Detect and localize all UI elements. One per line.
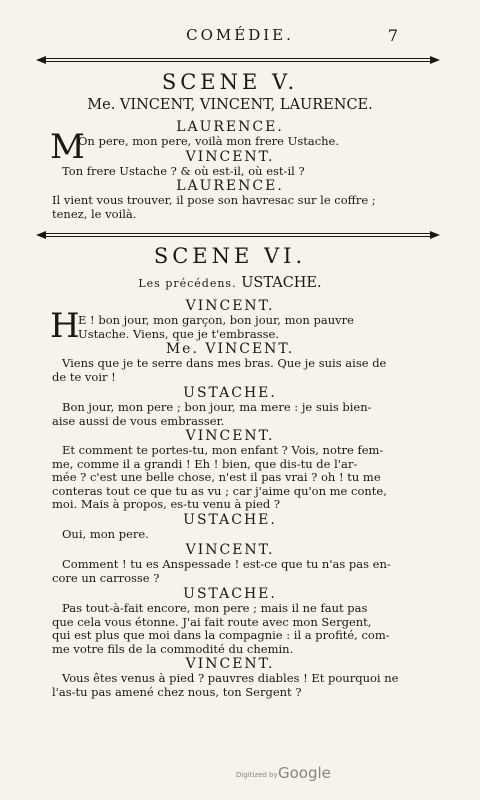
scene-6-cast bbox=[52, 274, 408, 293]
speech-line: que cela vous étonne. J'ai fait route avec mon Sergent, bbox=[52, 614, 372, 629]
speech-line: Il vient vous trouver, il pose son havresac sur le coffre ; bbox=[52, 193, 376, 207]
speech-line: mée ? c'est une belle chose, n'est il pas vrai ? oh ! tu me bbox=[52, 470, 381, 484]
speech-line: l'as-tu pas amené chez nous, ton Sergent ? bbox=[52, 684, 302, 699]
speaker-vincent: VINCENT. bbox=[185, 428, 275, 444]
speech-line: Ustache. Viens, que je t'embrasse. bbox=[78, 326, 279, 341]
top-ornamental-rule bbox=[36, 56, 440, 64]
scene-6-cast-lead: Les précédens. bbox=[138, 277, 237, 290]
running-title: COMÉDIE. bbox=[186, 26, 294, 44]
speaker-vincent: VINCENT. bbox=[185, 542, 275, 558]
rule-ornament-icon bbox=[36, 56, 46, 64]
speech-line: Pas tout-à-fait encore, mon pere ; mais il ne faut pas bbox=[62, 601, 368, 615]
scene-5 bbox=[52, 70, 408, 221]
rule-ornament-icon bbox=[36, 231, 46, 239]
speech-line: Et comment te portes-tu, mon enfant ? Vois, notre fem- bbox=[62, 443, 384, 457]
rule-ornament-icon bbox=[430, 231, 440, 239]
speech-line: E ! bon jour, mon garçon, bon jour, mon pauvre bbox=[78, 313, 354, 327]
speech-line: Bon jour, mon pere ; bon jour, ma mere : je suis bien- bbox=[62, 400, 372, 414]
speech-line: tenez, le voilà. bbox=[52, 206, 137, 221]
speech-line: On pere, mon pere, voilà mon frere Ustache. bbox=[78, 134, 340, 148]
running-head bbox=[0, 26, 480, 48]
speaker-ustache: USTACHE. bbox=[183, 586, 277, 602]
speech-line: me votre fils de la commodité du chemin. bbox=[52, 641, 294, 656]
speaker-vincent: VINCENT. bbox=[185, 298, 275, 314]
speaker-ustache: USTACHE. bbox=[183, 385, 277, 401]
speech-line: Viens que je te serre dans mes bras. Que je suis aise de bbox=[62, 356, 387, 370]
speech-line: moi. Mais à propos, es-tu venu à pied ? bbox=[52, 497, 281, 511]
watermark-brand: Google bbox=[278, 764, 331, 782]
speech-line: me, comme il a grandi ! Eh ! bien, que dis-tu de l'ar- bbox=[52, 456, 358, 471]
scene-6-title: SCENE VI. bbox=[153, 244, 307, 268]
speech-line: Vous êtes venus à pied ? pauvres diables ! Et pourquoi ne bbox=[62, 671, 399, 685]
speech-line: Ton frere Ustache ? & où est-il, où est-il ? bbox=[62, 163, 305, 178]
speech-line: conteras tout ce que tu as vu ; car j'aime qu'on me conte, bbox=[52, 483, 387, 498]
digitization-watermark bbox=[236, 764, 366, 784]
scene-5-title: SCENE V. bbox=[161, 70, 299, 94]
speech-line: aise aussi de vous embrasser. bbox=[52, 413, 225, 428]
rule-ornament-icon bbox=[430, 56, 440, 64]
scene-6 bbox=[52, 244, 408, 699]
drop-cap: H bbox=[50, 306, 80, 346]
speech-line: core un carrosse ? bbox=[52, 570, 160, 585]
speech-line: Comment ! tu es Anspessade ! est-ce que tu n'as pas en- bbox=[62, 557, 391, 571]
middle-ornamental-rule bbox=[36, 231, 440, 239]
page-number: 7 bbox=[387, 26, 398, 45]
speaker-vincent: VINCENT. bbox=[185, 148, 275, 165]
speaker-laurence: LAURENCE. bbox=[176, 119, 284, 135]
speech-line: de te voir ! bbox=[52, 369, 116, 384]
speaker-ustache: USTACHE. bbox=[183, 511, 277, 528]
scene-5-cast: Me. VINCENT, VINCENT, LAURENCE. bbox=[87, 97, 373, 113]
drop-cap: M bbox=[50, 127, 85, 167]
speaker-vincent: VINCENT. bbox=[185, 656, 275, 672]
speech-line: qui est plus que moi dans la compagnie : il a profité, com- bbox=[52, 628, 390, 642]
speech-line: Oui, mon pere. bbox=[62, 526, 149, 541]
speaker-me-vincent: Me. VINCENT. bbox=[165, 341, 295, 357]
watermark-prefix: Digitized by bbox=[236, 771, 278, 779]
speaker-laurence: LAURENCE. bbox=[176, 178, 284, 194]
scene-6-cast-name: USTACHE. bbox=[241, 275, 322, 291]
